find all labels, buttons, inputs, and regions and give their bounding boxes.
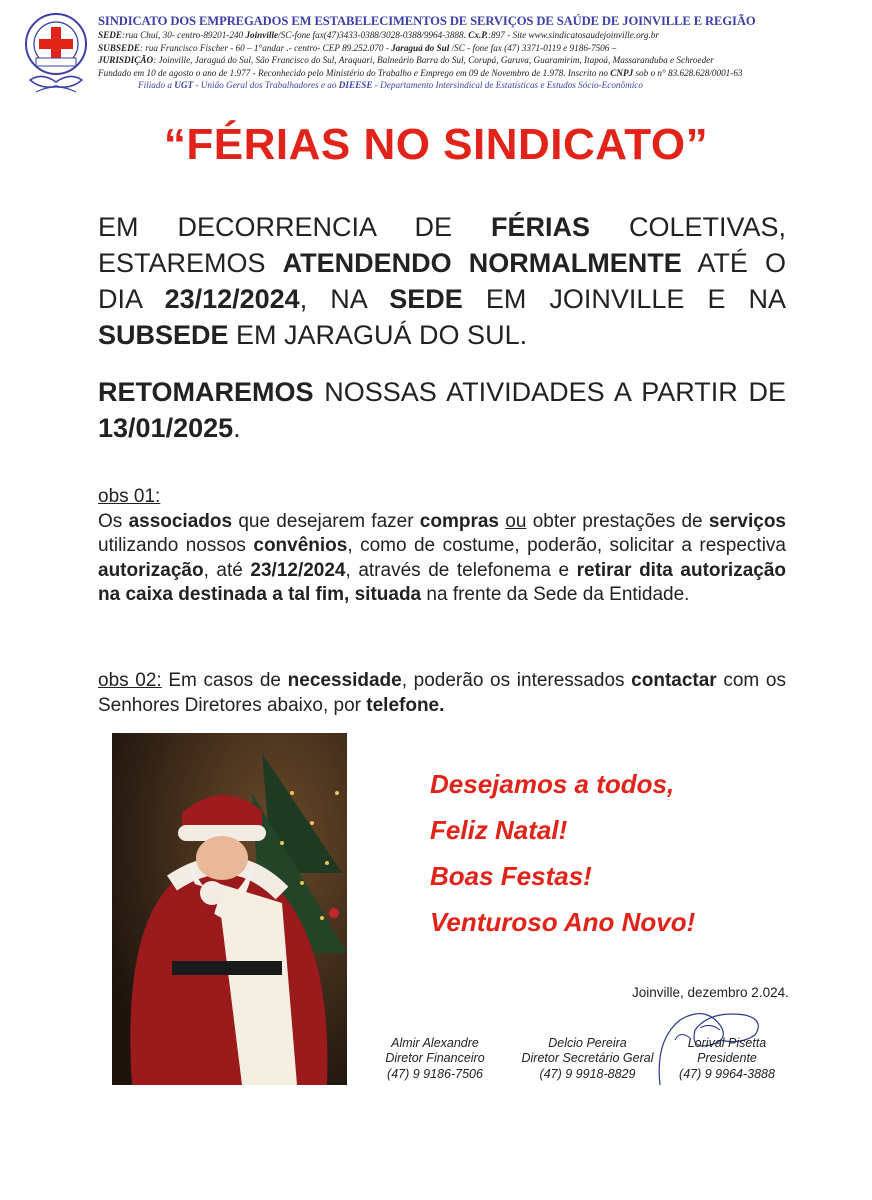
- p1-text-3: ATÉ O DIA: [98, 248, 786, 314]
- o2-b3: telefone.: [366, 694, 445, 716]
- sede-line: [98, 29, 798, 42]
- jurisdicao-line: [98, 54, 798, 67]
- subsede-phone: /SC - fone fax (47) 3371-0119 e 9186-7506 –: [449, 42, 617, 53]
- o1-b6: 23/12/2024: [250, 559, 346, 581]
- signatory-1-phone: (47) 9 9186-7506: [387, 1066, 483, 1081]
- subsede-label: SUBSEDE: [98, 42, 140, 53]
- page-title: “FÉRIAS NO SINDICATO”: [163, 120, 709, 169]
- p1-bold-1: FÉRIAS: [490, 212, 590, 242]
- sede-cxp-label: Cx.P.: [468, 30, 488, 40]
- jurisdicao-text: : Joinville, Jaraguá do Sul, São Francisco do Sul, Araquari, Balneário Barra do Sul, Corupá, Garuva, Guaramirim, Itapoá, Massaranduba e Schroeder: [153, 55, 714, 66]
- o1-t6: , como de costume, poderão, solicitar a respectiva: [347, 535, 786, 557]
- o1-t8: , através de telefonema e: [345, 559, 577, 581]
- santa-illustration: [112, 733, 347, 1085]
- fundado-text: Fundado em 10 de agosto o ano de 1.977 - Reconhecido pelo Ministério do Trabalho e Emprego em 09 de Novembro de 1.978. Inscrito no: [98, 67, 611, 78]
- signatory-2-name: Delcio Pereira: [548, 1036, 627, 1050]
- p1-bold-3: 23/12/2024: [164, 284, 300, 314]
- subsede-line: [98, 42, 798, 55]
- greeting-line-1: Desejamos a todos,: [430, 769, 675, 799]
- signatory-1-role: Diretor Financeiro: [385, 1051, 485, 1066]
- signatory-3-phone: (47) 9 9964-3888: [679, 1066, 775, 1081]
- o1-b1: associados: [128, 510, 233, 532]
- p1-text-2: COLETIVAS, ESTAREMOS: [98, 212, 787, 278]
- greeting-line-3: Boas Festas!: [430, 861, 592, 891]
- greeting-line-4: Venturoso Ano Novo!: [430, 907, 696, 937]
- notice-paragraph-2: [98, 374, 786, 446]
- sede-address: :rua Chuí, 30- centro-89201-240: [122, 30, 246, 40]
- o1-t4: obter prestações de: [526, 510, 709, 532]
- o1-b2: compras: [419, 510, 499, 532]
- greeting-line-2: Feliz Natal!: [430, 815, 568, 845]
- p2-bold-1: RETOMAREMOS: [98, 377, 314, 407]
- p1-bold-2: ATENDENDO NORMALMENTE: [282, 248, 682, 278]
- signatory-1-name: Almir Alexandre: [391, 1036, 479, 1050]
- o1-t9: na frente da Sede da Entidade.: [421, 584, 690, 606]
- o1-b7: retirar dita autorização na caixa destinada a tal fim, situada: [98, 559, 786, 606]
- signatory-2: [515, 1036, 660, 1082]
- notice-paragraph-1: [98, 209, 786, 353]
- signatory-2-role: Diretor Secretário Geral: [521, 1051, 654, 1066]
- p1-text-4: , NA: [299, 284, 390, 314]
- p1-bold-4: SEDE: [389, 284, 463, 314]
- obs-02: [98, 669, 786, 718]
- o1-t2: que desejarem fazer: [232, 510, 420, 532]
- sede-phone: /SC-fone fax(47)3433-0388/3028-0388/9964-3888.: [278, 30, 469, 40]
- obs-01: [98, 485, 786, 608]
- signatory-1: [380, 1036, 490, 1082]
- subsede-city: Jaraguá do Sul: [391, 42, 450, 53]
- santa-photo: [112, 733, 347, 1085]
- cnpj-text: sob o n° 83.628.628/0001-63: [633, 67, 743, 78]
- obs-01-label: obs 01:: [98, 486, 161, 507]
- dieese: DIEESE: [338, 80, 373, 91]
- org-name: SINDICATO DOS EMPREGADOS EM ESTABELECIMENTOS DE SERVIÇOS DE SAÚDE DE JOINVILLE E REGIÃO: [98, 14, 756, 28]
- p1-text-1: EM DECORRENCIA DE: [98, 212, 491, 242]
- p2-bold-2: 13/01/2025: [98, 413, 234, 443]
- sede-city: Joinville: [245, 30, 279, 40]
- o1-b5: autorização: [98, 559, 204, 581]
- o1-t1: Os: [98, 510, 129, 532]
- o1-b3: serviços: [708, 510, 787, 532]
- o2-b2: contactar: [631, 670, 717, 691]
- o2-t3: com os Senhores Diretores abaixo, por: [98, 670, 786, 716]
- union-logo: [22, 12, 90, 102]
- cnpj-label: CNPJ: [610, 67, 634, 78]
- place-date: Joinville, dezembro 2.024.: [632, 985, 789, 1000]
- ugt-text: - União Geral dos Trabalhadores e ao: [193, 80, 339, 91]
- o2-t2: , poderão os interessados: [401, 670, 632, 691]
- ugt: UGT: [174, 80, 194, 91]
- o2-t1: Em casos de: [161, 670, 288, 691]
- p2-text-1: NOSSAS ATIVIDADES A PARTIR DE: [313, 377, 786, 407]
- signatory-3-role: Presidente: [697, 1051, 757, 1066]
- jurisdicao-label: JURISDIÇÃO: [98, 55, 154, 66]
- fundado-line: [98, 67, 798, 80]
- o1-b4: convênios: [253, 535, 348, 557]
- o1-t5: utilizando nossos: [98, 535, 254, 557]
- signatory-2-phone: (47) 9 9918-8829: [539, 1066, 636, 1081]
- p1-bold-5: SUBSEDE: [98, 320, 229, 350]
- signatory-3: [672, 1036, 782, 1082]
- letterhead: [98, 14, 798, 92]
- o2-b1: necessidade: [287, 670, 402, 691]
- obs-02-label: obs 02:: [98, 670, 162, 691]
- affiliation-line: [138, 79, 798, 92]
- obs-01-text: [98, 510, 786, 608]
- signatory-3-name: Lorival Pisetta: [687, 1036, 767, 1050]
- subsede-address: : rua Francisco Fischer - 60 – 1°andar .- centro- CEP 89.252.070 -: [139, 42, 392, 53]
- sede-site: Site www.sindicatosaudejoinville.org.br: [512, 30, 659, 40]
- p2-text-2: .: [233, 413, 241, 443]
- o1-ou: ou: [505, 510, 527, 532]
- p1-text-6: EM JARAGUÁ DO SUL.: [228, 320, 528, 350]
- dieese-text: - Departamento Intersindical de Estatísticas e Estudos Sócio-Econômico: [372, 80, 643, 91]
- sede-cxp: :897 -: [487, 30, 511, 40]
- filiado-text: Filiado a: [138, 80, 175, 91]
- o1-t7: , até: [203, 559, 251, 581]
- sede-label: SEDE: [98, 30, 123, 40]
- p1-text-5: EM JOINVILLE E NA: [462, 284, 786, 314]
